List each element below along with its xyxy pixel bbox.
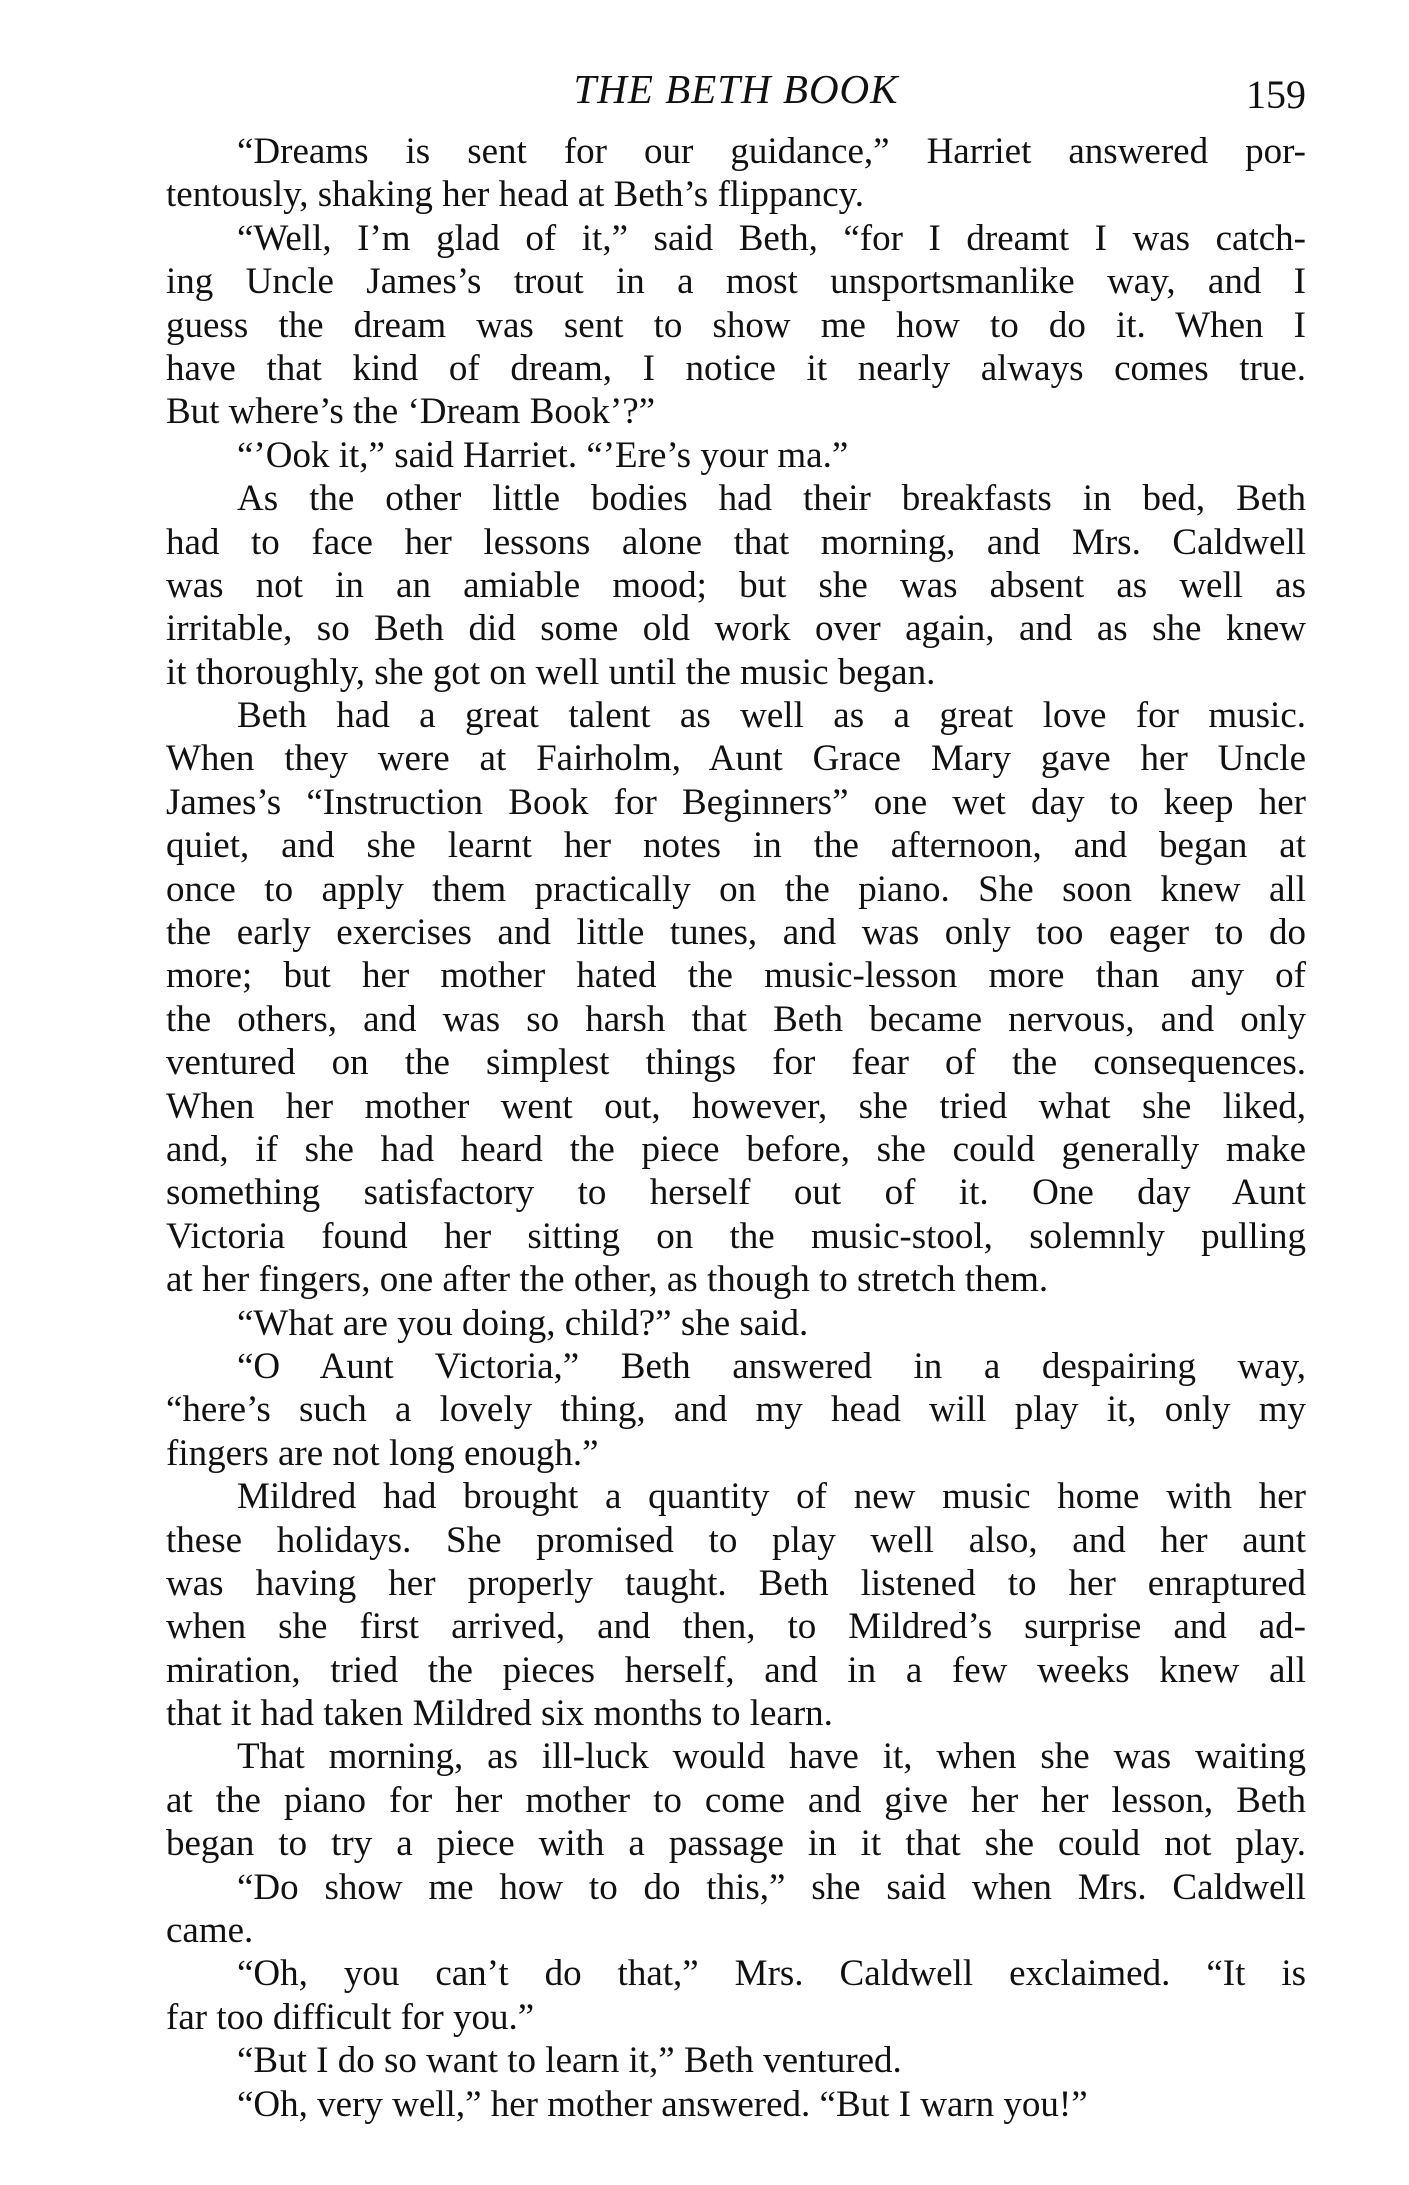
running-head [166, 64, 1306, 117]
text-line: Mildred had brought a quantity of new music home with her [237, 1476, 1306, 1518]
text-line: was not in an amiable mood; but she was absent as well as [166, 564, 1306, 606]
text-line: the others, and was so harsh that Beth became nervous, and only [166, 998, 1306, 1040]
text-line: and, if she had heard the piece before, she could generally make [166, 1128, 1306, 1170]
body-text [166, 130, 1306, 2126]
text-line: came. [166, 1910, 254, 1952]
text-line: more; but her mother hated the music-lesson more than any of [166, 955, 1306, 997]
text-line: once to apply them practically on the piano. She soon knew all [166, 868, 1306, 910]
text-line: But where’s the ‘Dream Book’?” [166, 391, 656, 433]
text-line: have that kind of dream, I notice it nearly always comes true. [166, 347, 1306, 389]
text-line: “What are you doing, child?” she said. [237, 1302, 809, 1344]
text-line: these holidays. She promised to play well also, and her aunt [166, 1519, 1306, 1561]
text-line: miration, tried the pieces herself, and in a few weeks knew all [166, 1649, 1306, 1691]
text-line: “But I do so want to learn it,” Beth ventured. [237, 2040, 902, 2082]
text-line: guess the dream was sent to show me how to do it. When I [166, 304, 1306, 346]
text-line: ing Uncle James’s trout in a most unsportsmanlike way, and I [166, 261, 1306, 303]
text-line: ventured on the simplest things for fear of the consequences. [166, 1042, 1306, 1084]
text-line: far too difficult for you.” [166, 1996, 535, 2038]
text-line: When her mother went out, however, she tried what she liked, [166, 1085, 1306, 1127]
text-line: “Dreams is sent for our guidance,” Harriet answered por- [237, 131, 1306, 172]
text-line: had to face her lessons alone that morning, and Mrs. Caldwell [166, 521, 1306, 563]
text-line: “here’s such a lovely thing, and my head will play it, only my [166, 1389, 1306, 1431]
book-title: THE BETH BOOK [573, 66, 899, 112]
text-line: quiet, and she learnt her notes in the afternoon, and began at [166, 825, 1306, 867]
text-line: “Do show me how to do this,” she said when Mrs. Caldwell [237, 1866, 1306, 1908]
text-line: when she first arrived, and then, to Mildred’s surprise and ad- [166, 1606, 1306, 1648]
text-line: “Oh, you can’t do that,” Mrs. Caldwell exclaimed. “It is [237, 1953, 1306, 1995]
text-line: “Well, I’m glad of it,” said Beth, “for I dreamt I was catch- [237, 217, 1306, 259]
text-line: began to try a piece with a passage in it that she could not play. [166, 1823, 1306, 1865]
text-line: at her fingers, one after the other, as though to stretch them. [166, 1259, 1049, 1301]
text-line: that it had taken Mildred six months to learn. [166, 1693, 833, 1735]
text-line: “O Aunt Victoria,” Beth answered in a despairing way, [237, 1345, 1306, 1387]
text-line: the early exercises and little tunes, and was only too eager to do [166, 912, 1306, 954]
text-line: Beth had a great talent as well as a great love for music. [237, 695, 1306, 737]
text-line: Victoria found her sitting on the music-stool, solemnly pulling [166, 1215, 1306, 1257]
text-line: fingers are not long enough.” [166, 1432, 599, 1474]
text-line: “’Ook it,” said Harriet. “’Ere’s your ma.” [237, 434, 849, 476]
text-line: was having her properly taught. Beth listened to her enraptured [166, 1562, 1306, 1604]
text-line: something satisfactory to herself out of it. One day Aunt [166, 1172, 1306, 1214]
page-number: 159 [1246, 72, 1306, 117]
text-line: tentously, shaking her head at Beth’s flippancy. [166, 174, 865, 216]
text-line: James’s “Instruction Book for Beginners” one wet day to keep her [166, 781, 1306, 823]
text-line: it thoroughly, she got on well until the music began. [166, 651, 936, 693]
text-line: irritable, so Beth did some old work over again, and as she knew [166, 608, 1306, 650]
text-line: That morning, as ill-luck would have it, when she was waiting [237, 1736, 1306, 1778]
text-line: at the piano for her mother to come and give her her lesson, Beth [166, 1779, 1306, 1821]
text-line: As the other little bodies had their breakfasts in bed, Beth [237, 478, 1306, 520]
text-line: When they were at Fairholm, Aunt Grace Mary gave her Uncle [166, 738, 1306, 780]
text-line: “Oh, very well,” her mother answered. “But I warn you!” [237, 2083, 1088, 2125]
